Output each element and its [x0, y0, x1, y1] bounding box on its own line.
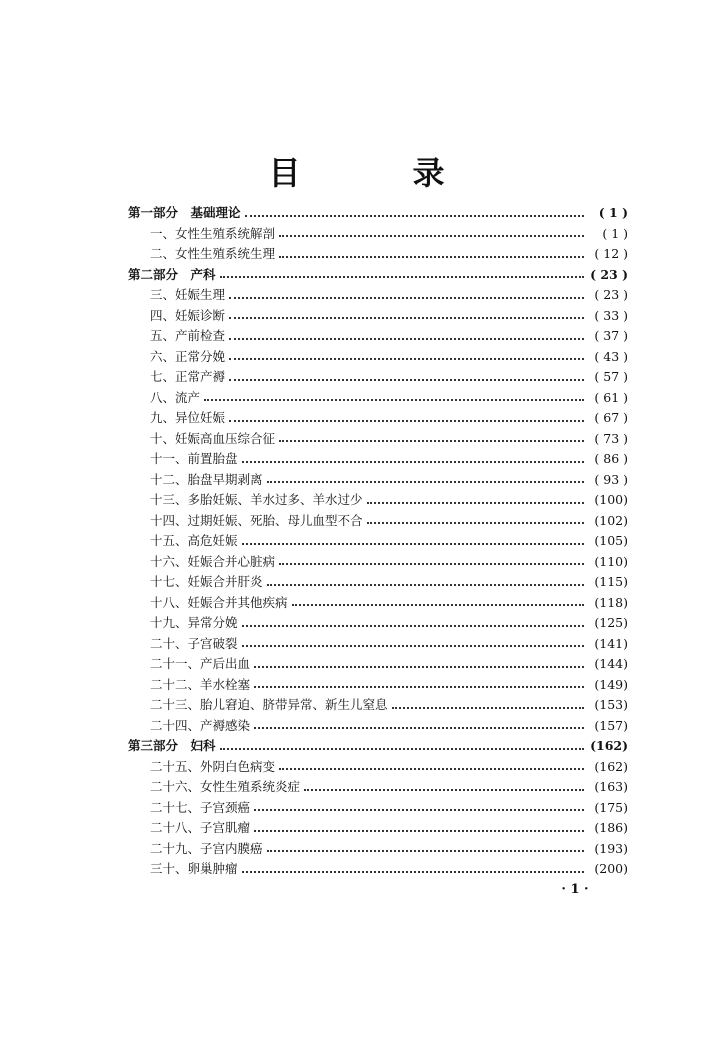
toc-entry-label: 十三、多胎妊娠、羊水过多、羊水过少 [150, 492, 363, 507]
toc-entry-page: (162) [590, 738, 628, 753]
dot-leader [254, 685, 584, 688]
toc-entry-label: 二十四、产褥感染 [150, 717, 251, 733]
dot-leader [392, 706, 584, 709]
toc-entry [128, 798, 628, 819]
toc-entry-label: 二十九、子宫内膜癌 [150, 840, 263, 856]
toc-entry [128, 613, 628, 634]
dot-leader [254, 829, 584, 832]
toc-entry [128, 839, 628, 860]
toc-entry-label: 九、异位妊娠 [150, 410, 226, 425]
dot-leader [229, 337, 584, 340]
toc-entry [128, 572, 628, 593]
toc-entry-page: ( 57 ) [594, 369, 628, 384]
toc-part-heading [128, 203, 628, 224]
toc-entry-page: ( 23 ) [590, 266, 628, 282]
toc-entry-label: 二十二、羊水栓塞 [150, 676, 251, 692]
toc-entry-page: (100) [594, 492, 628, 507]
toc-entry [128, 429, 628, 450]
toc-entry [128, 347, 628, 368]
toc-entry-label: 二、女性生殖系统生理 [150, 246, 276, 261]
toc-entry-page: (186) [594, 820, 628, 835]
toc-part-heading [128, 736, 628, 757]
toc-entry [128, 224, 628, 245]
toc-entry-page: (193) [594, 840, 628, 856]
toc-entry-label: 二十六、女性生殖系统炎症 [150, 779, 301, 794]
dot-leader [304, 788, 584, 791]
toc-entry-page: ( 37 ) [594, 328, 628, 343]
toc-entry-page: ( 33 ) [594, 307, 628, 323]
dot-leader [267, 480, 584, 483]
toc-entry-page: ( 93 ) [594, 471, 628, 487]
dot-leader [220, 747, 584, 750]
toc-entry [128, 634, 628, 655]
dot-leader [242, 460, 584, 463]
toc-entry-page: (118) [594, 594, 628, 610]
toc-entry [128, 511, 628, 532]
toc-entry-page: (105) [594, 533, 628, 548]
toc-entry-page: (162) [594, 758, 628, 774]
toc-entry-page: (157) [594, 717, 628, 733]
toc-entry-page: (149) [594, 676, 628, 692]
dot-leader [229, 419, 584, 422]
toc-entry [128, 470, 628, 491]
toc-entry-label: 二十八、子宫肌瘤 [150, 820, 251, 835]
toc-entry-page: ( 73 ) [594, 430, 628, 446]
dot-leader [367, 521, 584, 524]
dot-leader [242, 624, 584, 627]
dot-leader [367, 501, 584, 504]
dot-leader [242, 542, 584, 545]
dot-leader [279, 562, 584, 565]
dot-leader [242, 870, 584, 873]
toc-entry-label: 第一部分 基础理论 [128, 205, 241, 220]
toc-entry-label: 三、妊娠生理 [150, 287, 226, 302]
toc-entry-label: 四、妊娠诊断 [150, 307, 226, 323]
toc-entry-label: 十一、前置胎盘 [150, 451, 238, 466]
toc-entry-label: 二十五、外阴白色病变 [150, 758, 276, 774]
toc-entry-label: 二十、子宫破裂 [150, 635, 238, 651]
toc-entry-label: 二十一、产后出血 [150, 656, 251, 671]
toc-entry-label: 第二部分 产科 [128, 266, 216, 282]
table-of-contents [128, 203, 628, 880]
toc-entry-label: 十六、妊娠合并心脏病 [150, 553, 276, 569]
toc-entry-page: (110) [594, 553, 628, 569]
toc-entry [128, 388, 628, 409]
dot-leader [229, 296, 584, 299]
dot-leader [220, 275, 584, 278]
toc-entry-label: 第三部分 妇科 [128, 738, 216, 753]
toc-entry [128, 244, 628, 265]
toc-entry-label: 十九、异常分娩 [150, 615, 238, 630]
toc-entry-page: (153) [594, 697, 628, 712]
toc-part-heading [128, 265, 628, 286]
dot-leader [245, 214, 584, 217]
toc-entry-label: 十、妊娠高血压综合征 [150, 430, 276, 446]
toc-entry-page: (163) [594, 779, 628, 794]
dot-leader [204, 398, 584, 401]
toc-entry-label: 十七、妊娠合并肝炎 [150, 574, 263, 589]
page-number: · 1 · [561, 882, 589, 897]
toc-entry-page: (141) [594, 635, 628, 651]
dot-leader [267, 583, 584, 586]
toc-entry-label: 十八、妊娠合并其他疾病 [150, 594, 288, 610]
toc-entry-page: ( 67 ) [594, 410, 628, 425]
toc-entry-label: 六、正常分娩 [150, 348, 226, 364]
toc-entry-label: 一、女性生殖系统解剖 [150, 225, 276, 241]
toc-entry [128, 449, 628, 470]
toc-entry-label: 三十、卵巢肿瘤 [150, 861, 238, 876]
dot-leader [229, 378, 584, 381]
toc-entry-page: (144) [594, 656, 628, 671]
toc-entry [128, 408, 628, 429]
toc-entry [128, 531, 628, 552]
toc-entry-label: 十四、过期妊娠、死胎、母儿血型不合 [150, 512, 363, 528]
toc-entry-page: (115) [594, 574, 628, 589]
toc-entry [128, 552, 628, 573]
toc-entry-label: 七、正常产褥 [150, 369, 226, 384]
toc-entry-label: 十五、高危妊娠 [150, 533, 238, 548]
dot-leader [229, 316, 584, 319]
toc-entry-label: 八、流产 [150, 389, 201, 405]
toc-entry [128, 777, 628, 798]
toc-entry [128, 859, 628, 880]
toc-entry-page: ( 86 ) [594, 451, 628, 466]
toc-entry-page: ( 61 ) [594, 389, 628, 405]
toc-entry-page: ( 1 ) [598, 205, 628, 220]
toc-entry [128, 675, 628, 696]
dot-leader [267, 849, 584, 852]
toc-entry-label: 二十七、子宫颈癌 [150, 799, 251, 815]
toc-entry-page: ( 43 ) [594, 348, 628, 364]
toc-entry [128, 818, 628, 839]
dot-leader [279, 234, 584, 237]
dot-leader [254, 665, 584, 668]
toc-entry-page: ( 1 ) [602, 225, 628, 241]
toc-entry [128, 490, 628, 511]
toc-entry [128, 654, 628, 675]
toc-entry-page: (175) [594, 799, 628, 815]
dot-leader [279, 255, 584, 258]
toc-entry-page: (125) [594, 615, 628, 630]
toc-entry [128, 326, 628, 347]
toc-entry-page: (200) [594, 861, 628, 876]
toc-entry-label: 二十三、胎儿窘迫、脐带异常、新生儿窒息 [150, 697, 388, 712]
toc-entry [128, 757, 628, 778]
toc-entry-page: ( 12 ) [594, 246, 628, 261]
dot-leader [229, 357, 584, 360]
dot-leader [254, 726, 584, 729]
toc-entry-page: ( 23 ) [594, 287, 628, 302]
toc-entry [128, 306, 628, 327]
page-title: 目 录 [268, 154, 485, 192]
dot-leader [279, 439, 584, 442]
dot-leader [292, 603, 584, 606]
toc-entry-label: 五、产前检查 [150, 328, 226, 343]
dot-leader [242, 644, 584, 647]
toc-entry [128, 367, 628, 388]
dot-leader [254, 808, 584, 811]
toc-entry-page: (102) [594, 512, 628, 528]
dot-leader [279, 767, 584, 770]
toc-entry [128, 716, 628, 737]
toc-entry [128, 285, 628, 306]
toc-entry [128, 593, 628, 614]
toc-entry [128, 695, 628, 716]
toc-entry-label: 十二、胎盘早期剥离 [150, 471, 263, 487]
